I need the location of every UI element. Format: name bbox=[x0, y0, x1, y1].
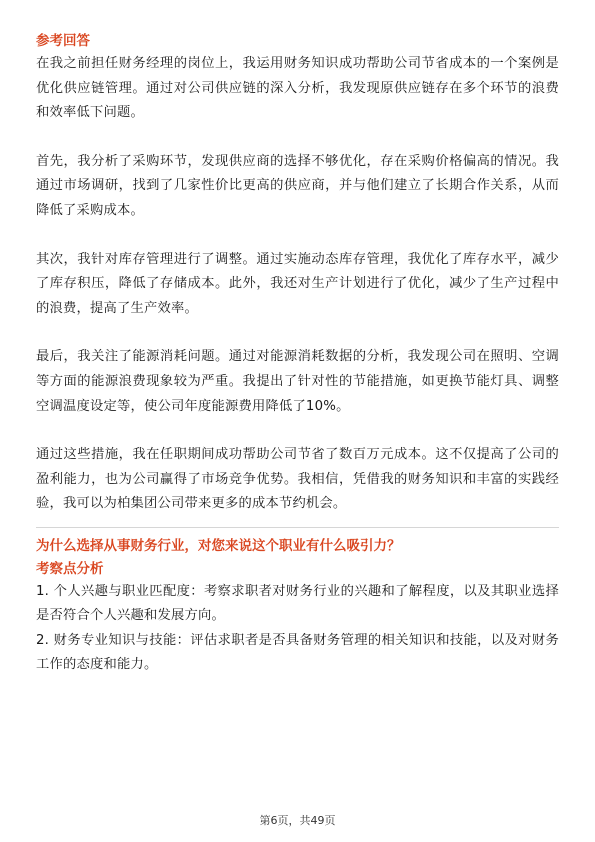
paragraph-gap bbox=[36, 321, 559, 345]
answer-heading: 参考回答 bbox=[36, 33, 90, 49]
question-title: 为什么选择从事财务行业，对您来说这个职业有什么吸引力？ bbox=[36, 537, 401, 554]
page-number: 第6页，共49页 bbox=[259, 814, 336, 827]
paragraph-gap bbox=[36, 419, 559, 443]
analysis-point-1: 1. 个人兴趣与职业匹配度：考察求职者对财务行业的兴趣和了解程度，以及其职业选择是否符合个人兴趣和发展方向。 bbox=[36, 583, 559, 624]
answer-paragraph-5: 通过这些措施，我在任职期间成功帮助公司节省了数百万元成本。这不仅提高了公司的盈利能力，也为公司赢得了市场竞争优势。我相信，凭借我的财务知识和丰富的实践经验，我可以为柏集团公司带来更多的成本节约机会。 bbox=[36, 447, 559, 512]
answer-paragraph-3: 其次，我针对库存管理进行了调整。通过实施动态库存管理，我优化了库存水平，减少了库存积压，降低了存储成本。此外，我还对生产计划进行了优化，减少了生产过程中的浪费，提高了生产效率。 bbox=[36, 251, 559, 316]
section-divider bbox=[36, 527, 559, 528]
analysis-point-2: 2. 财务专业知识与技能：评估求职者是否具备财务管理的相关知识和技能，以及对财务工作的态度和能力。 bbox=[36, 632, 559, 673]
answer-paragraph-1: 在我之前担任财务经理的岗位上，我运用财务知识成功帮助公司节省成本的一个案例是优化供应链管理。通过对公司供应链的深入分析，我发现原供应链存在多个环节的浪费和效率低下问题。 bbox=[36, 56, 559, 121]
document-page bbox=[36, 30, 559, 678]
answer-paragraph-4: 最后，我关注了能源消耗问题。通过对能源消耗数据的分析，我发现公司在照明、空调等方面的能源浪费现象较为严重。我提出了针对性的节能措施，如更换节能灯具、调整空调温度设定等，使公司年度能源费用降低了10%。 bbox=[36, 349, 559, 414]
answer-paragraph-2: 首先，我分析了采购环节，发现供应商的选择不够优化，存在采购价格偏高的情况。我通过市场调研，找到了几家性价比更高的供应商，并与他们建立了长期合作关系，从而降低了采购成本。 bbox=[36, 153, 559, 218]
analysis-heading: 考察点分析 bbox=[36, 560, 104, 577]
paragraph-gap bbox=[36, 224, 559, 248]
paragraph-gap bbox=[36, 126, 559, 150]
